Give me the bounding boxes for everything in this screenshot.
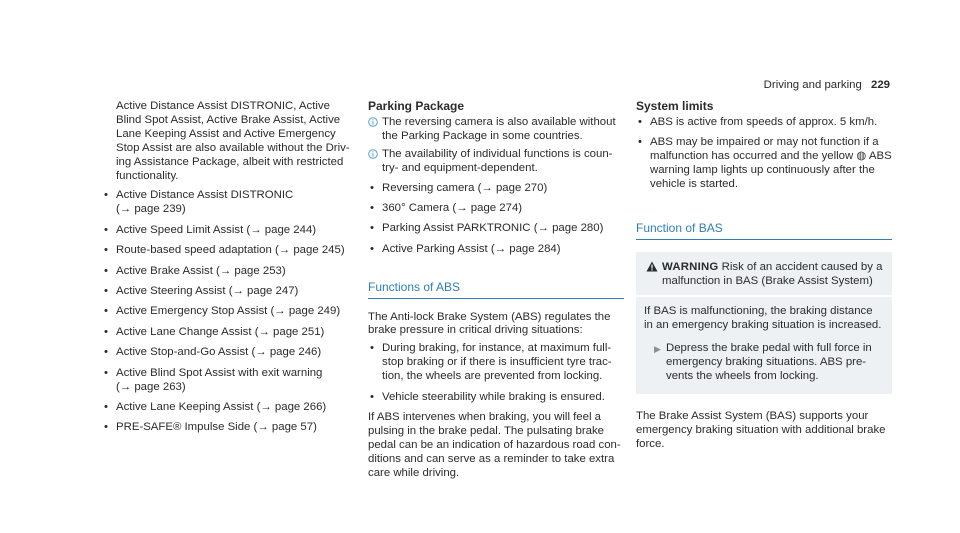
page-reference[interactable]: (→ page 57) <box>253 421 317 434</box>
page-header <box>764 79 890 93</box>
column-2 <box>368 100 624 481</box>
info-icon <box>368 117 378 127</box>
assist-list <box>102 189 358 435</box>
warning-step: ▶ Depress the brake pedal with full force in emergency braking situations. ABS pre-vents the wheels from locking. <box>654 342 872 383</box>
abs-paragraph: If ABS intervenes when braking, you will feel a pulsing in the brake pedal. The pulsating brake pedal can be an indication of hazardous road con-ditions and can serve as a reminder to take extra care while driving. <box>368 411 621 479</box>
bullet-icon: • <box>104 223 108 236</box>
list-item: • PRE-SAFE® Impulse Side (→ page 57) <box>104 421 317 434</box>
parking-list <box>368 182 624 257</box>
bullet-icon: • <box>104 325 108 338</box>
warning-box <box>636 252 892 394</box>
bullet-icon: • <box>370 181 374 194</box>
list-item: • Vehicle steerability while braking is ensured. <box>370 390 605 403</box>
warning-triangle-icon <box>646 261 658 272</box>
header-title: Driving and parking <box>763 79 862 91</box>
list-item: • 360° Camera (→ page 274) <box>370 201 523 214</box>
bullet-icon: • <box>104 264 108 277</box>
bullet-icon: • <box>638 115 642 128</box>
info-icon <box>368 149 378 159</box>
section-title-abs: Functions of ABS <box>368 281 624 299</box>
list-item: • Reversing camera (→ page 270) <box>370 181 548 194</box>
column-1 <box>102 100 358 442</box>
bullet-icon: • <box>104 284 108 297</box>
page-reference[interactable]: (→ page 266) <box>256 400 327 413</box>
bullet-icon: • <box>104 305 108 318</box>
section-title-bas: Function of BAS <box>636 222 892 240</box>
parking-package-heading: Parking Package <box>368 99 465 113</box>
page-reference[interactable]: (→ page 263) <box>116 380 186 393</box>
bullet-icon: • <box>104 366 108 379</box>
list-item: • ABS is active from speeds of approx. 5 km/h. <box>638 115 878 128</box>
bullet-icon: • <box>370 342 374 355</box>
bullet-icon: • <box>104 244 108 257</box>
page-reference[interactable]: (→ page 253) <box>216 264 286 277</box>
page-reference[interactable]: (→ page 274) <box>452 201 523 214</box>
list-item: • Active Brake Assist (→ page 253) <box>104 264 286 277</box>
bullet-icon: • <box>370 201 374 214</box>
page-reference[interactable]: (→ page 249) <box>270 305 341 318</box>
list-item: • Active Emergency Stop Assist (→ page 249) <box>104 305 341 318</box>
column-3 <box>636 100 892 452</box>
list-item: • ABS may be impaired or may not function if a malfunction has occurred and the yellow ◍ ABS warning lamp lights up continuously after the vehicle is started. <box>638 136 892 191</box>
warning-text: If BAS is malfunctioning, the braking distance in an emergency braking situation is increased. <box>644 304 882 331</box>
system-limits-heading: System limits <box>636 99 714 113</box>
abs-list <box>368 342 624 404</box>
page-reference[interactable]: (→ page 270) <box>477 181 548 194</box>
list-item: • Active Lane Change Assist (→ page 251) <box>104 325 325 338</box>
info-note: The availability of individual functions is coun-try- and equipment-dependent. <box>368 148 624 176</box>
page-reference[interactable]: (→ page 284) <box>490 242 561 255</box>
bullet-icon: • <box>638 136 642 149</box>
page-reference[interactable]: (→ page 280) <box>533 222 604 235</box>
page-reference[interactable]: (→ page 247) <box>228 284 299 297</box>
bullet-icon: • <box>104 421 108 434</box>
warning-body <box>636 297 892 395</box>
warning-headline: Risk of an accident caused by a malfunction in BAS (Brake Assist System) <box>662 260 883 287</box>
bullet-icon: • <box>104 189 108 202</box>
list-item: • Active Stop-and-Go Assist (→ page 246) <box>104 346 322 359</box>
list-item: • Active Speed Limit Assist (→ page 244) <box>104 223 317 236</box>
system-limits-list <box>636 116 892 192</box>
list-item: • During braking, for instance, at maximum full-stop braking or if there is insufficient tyre trac-tion, the wheels are prevented from locking. <box>370 342 612 383</box>
info-note: The reversing camera is also available without the Parking Package in some countries. <box>368 116 624 144</box>
bullet-icon: • <box>370 242 374 255</box>
list-item: • Active Blind Spot Assist with exit warning (→ page 263) <box>104 366 323 393</box>
page-reference[interactable]: (→ page 244) <box>246 223 317 236</box>
bas-paragraph: The Brake Assist System (BAS) supports your emergency braking situation with additional brake force. <box>636 410 886 450</box>
list-item: • Active Distance Assist DISTRONIC (→ page 239) <box>104 189 294 216</box>
list-item: • Active Steering Assist (→ page 247) <box>104 284 299 297</box>
bullet-icon: • <box>370 222 374 235</box>
bullet-icon: • <box>104 346 108 359</box>
page-number: 229 <box>870 79 890 91</box>
bullet-icon: • <box>370 390 374 403</box>
step-arrow-icon: ▶ <box>654 344 661 355</box>
warning-header <box>636 252 892 297</box>
list-item: • Active Lane Keeping Assist (→ page 266) <box>104 400 327 413</box>
page-reference[interactable]: (→ page 245) <box>274 244 345 257</box>
list-item: • Parking Assist PARKTRONIC (→ page 280) <box>370 222 604 235</box>
page-reference[interactable]: (→ page 239) <box>116 203 186 216</box>
page-reference[interactable]: (→ page 246) <box>251 346 322 359</box>
abs-intro: The Anti-lock Brake System (ABS) regulates the brake pressure in critical driving situations: <box>368 310 611 337</box>
bullet-icon: • <box>104 400 108 413</box>
warning-label: WARNING <box>662 260 719 273</box>
page-reference[interactable]: (→ page 251) <box>254 325 325 338</box>
list-item: • Active Parking Assist (→ page 284) <box>370 242 561 255</box>
intro-paragraph: Active Distance Assist DISTRONIC, Active Blind Spot Assist, Active Brake Assist, Active Lane Keeping Assist and Active Emergency Stop Assist are also available without the Driv-ing Assistance Package, albeit with restricted functionality. <box>116 100 350 182</box>
list-item: • Route-based speed adaptation (→ page 245) <box>104 244 345 257</box>
